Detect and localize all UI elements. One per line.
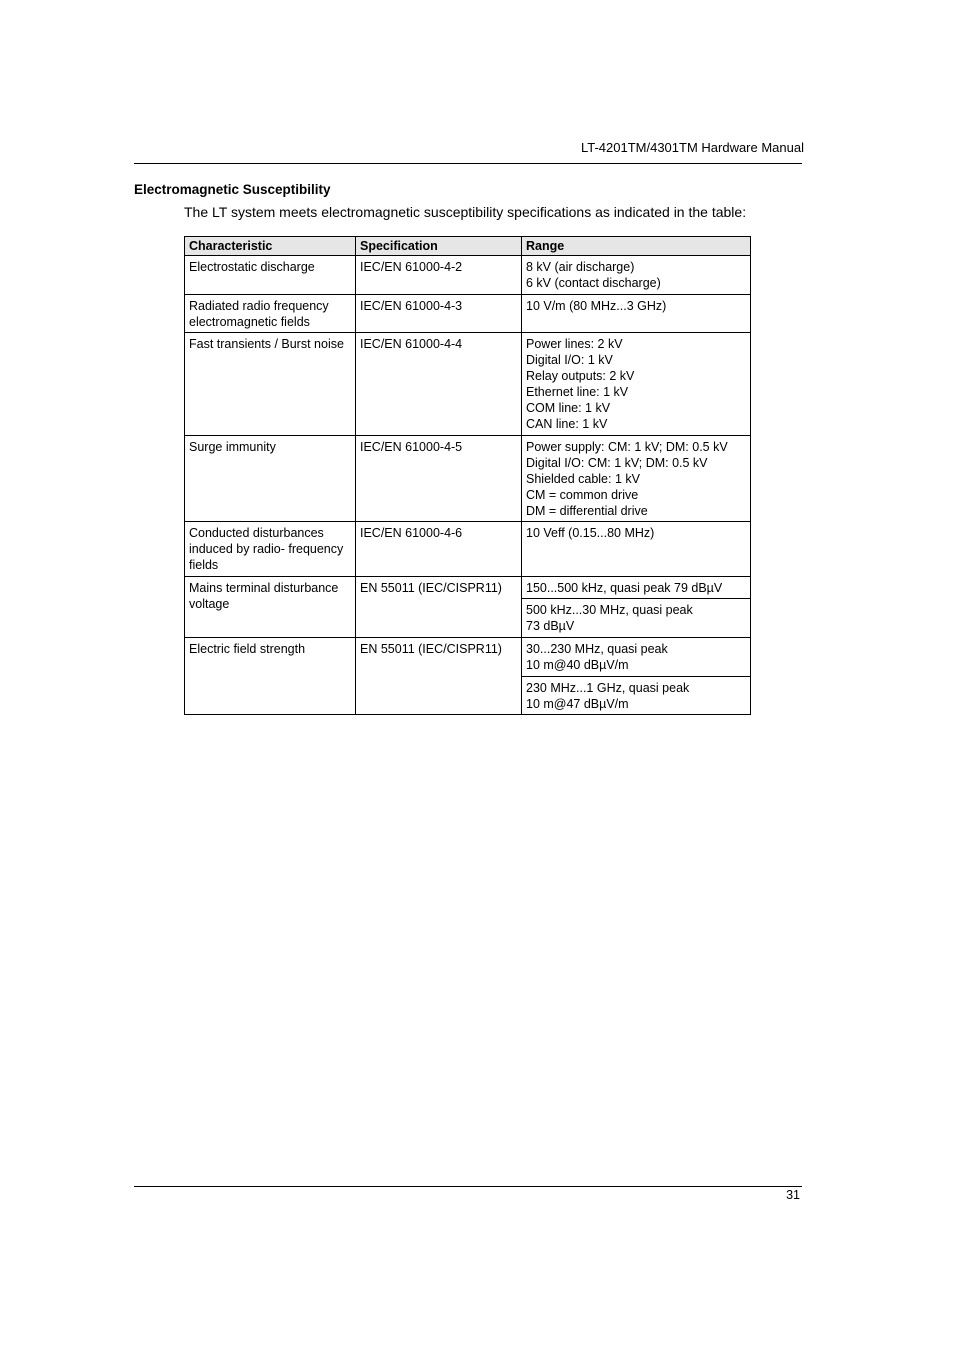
- specification-cell: IEC/EN 61000-4-4: [356, 333, 522, 436]
- range-cell: [522, 522, 751, 577]
- range-line: 500 kHz...30 MHz, quasi peak: [526, 603, 693, 617]
- range-cell: [522, 638, 751, 677]
- characteristic-cell: Mains terminal disturbance voltage: [185, 577, 356, 638]
- range-line: Power supply: CM: 1 kV; DM: 0.5 kV: [526, 440, 728, 454]
- range-line: 10 Veff (0.15...80 MHz): [526, 526, 655, 540]
- range-line: DM = differential drive: [526, 504, 648, 518]
- section-heading: Electromagnetic Susceptibility: [134, 182, 331, 197]
- characteristic-cell: Surge immunity: [185, 436, 356, 522]
- characteristic-cell: Electric field strength: [185, 638, 356, 715]
- range-line: Relay outputs: 2 kV: [526, 369, 635, 383]
- characteristic-cell: Fast transients / Burst noise: [185, 333, 356, 436]
- range-cell: [522, 577, 751, 599]
- range-line: 30...230 MHz, quasi peak: [526, 642, 668, 656]
- page-header-title: LT-4201TM/4301TM Hardware Manual: [580, 140, 804, 155]
- specification-cell: IEC/EN 61000-4-5: [356, 436, 522, 522]
- intro-paragraph: The LT system meets electromagnetic susceptibility specifications as indicated in the table:: [184, 204, 747, 220]
- range-line: Power lines: 2 kV: [526, 337, 623, 351]
- specification-cell: EN 55011 (IEC/CISPR11): [356, 638, 522, 715]
- range-line: 6 kV (contact discharge): [526, 276, 661, 290]
- range-cell: [522, 599, 751, 638]
- range-line: COM line: 1 kV: [526, 401, 611, 415]
- characteristic-cell: Conducted disturbances induced by radio- frequency fields: [185, 522, 356, 577]
- range-line: Digital I/O: 1 kV: [526, 353, 613, 367]
- range-cell: [522, 333, 751, 436]
- range-cell: [522, 436, 751, 522]
- range-cell: [522, 256, 751, 295]
- table-row: [185, 295, 751, 333]
- column-header-characteristic: Characteristic: [185, 237, 356, 256]
- table-row: [185, 522, 751, 577]
- range-line: Digital I/O: CM: 1 kV; DM: 0.5 kV: [526, 456, 708, 470]
- column-header-range: Range: [522, 237, 751, 256]
- page-number: 31: [786, 1188, 800, 1202]
- range-line: 8 kV (air discharge): [526, 260, 635, 274]
- table-row: [185, 638, 751, 677]
- column-header-specification: Specification: [356, 237, 522, 256]
- table-row: [185, 577, 751, 599]
- range-line: 10 m@40 dBµV/m: [526, 658, 629, 672]
- characteristic-cell: Electrostatic discharge: [185, 256, 356, 295]
- table-row: [185, 256, 751, 295]
- specification-cell: IEC/EN 61000-4-6: [356, 522, 522, 577]
- characteristic-cell: Radiated radio frequency electromagnetic fields: [185, 295, 356, 333]
- range-line: 150...500 kHz, quasi peak 79 dBµV: [526, 581, 723, 595]
- range-line: 230 MHz...1 GHz, quasi peak: [526, 681, 690, 695]
- range-line: CM = common drive: [526, 488, 639, 502]
- header-rule: [134, 163, 802, 164]
- table-row: [185, 333, 751, 436]
- range-line: 10 V/m (80 MHz...3 GHz): [526, 299, 667, 313]
- specification-cell: IEC/EN 61000-4-3: [356, 295, 522, 333]
- specification-cell: EN 55011 (IEC/CISPR11): [356, 577, 522, 638]
- specification-cell: IEC/EN 61000-4-2: [356, 256, 522, 295]
- range-line: 10 m@47 dBµV/m: [526, 697, 629, 711]
- range-line: 73 dBµV: [526, 619, 575, 633]
- range-cell: [522, 677, 751, 715]
- range-line: Ethernet line: 1 kV: [526, 385, 629, 399]
- susceptibility-table: [184, 236, 751, 715]
- table-header-row: [185, 237, 751, 256]
- table-row: [185, 436, 751, 522]
- range-cell: [522, 295, 751, 333]
- footer-rule: [134, 1186, 802, 1187]
- range-line: CAN line: 1 kV: [526, 417, 608, 431]
- range-line: Shielded cable: 1 kV: [526, 472, 640, 486]
